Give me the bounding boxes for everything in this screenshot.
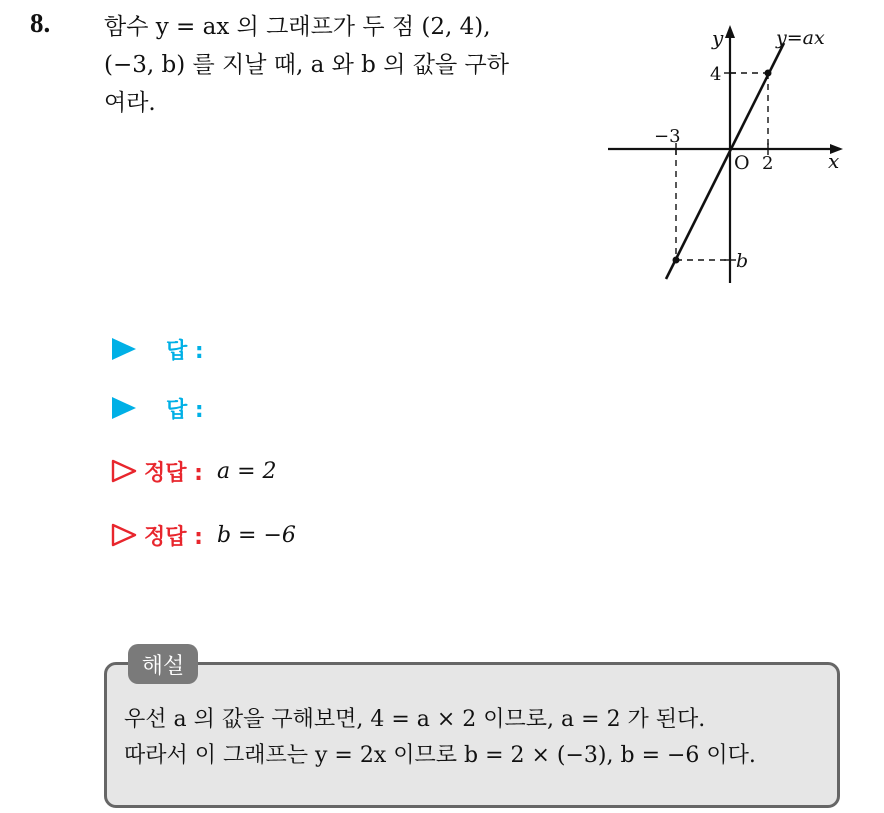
question-number: 8. [30, 8, 51, 38]
question-line-1: 함수 y = ax 의 그래프가 두 점 (2, 4), [104, 14, 491, 40]
tick-label-x2: 2 [762, 153, 774, 174]
point-neg3-b [673, 257, 680, 264]
y-axis-arrow [725, 25, 735, 38]
explanation-line-1: 우선 a 의 값을 구해보면, 4 = a × 2 이므로, a = 2 가 된다. [124, 707, 706, 732]
answer-label-2: 답 : [166, 397, 204, 423]
x-axis-label: x [828, 149, 840, 173]
question-text [104, 8, 594, 122]
outline-triangle-icon [110, 458, 138, 484]
answer-blank-2 [110, 390, 204, 426]
correct-value-2: b = −6 [216, 522, 296, 548]
correct-label-1: 정답 : [144, 460, 203, 486]
answer-label-1: 답 : [166, 338, 204, 364]
y-axis-label: y [712, 26, 724, 50]
play-triangle-icon [110, 336, 138, 362]
explanation-line-2: 따라서 이 그래프는 y = 2x 이므로 b = 2 × (−3), b = −6 이다. [124, 743, 756, 768]
correct-label-2: 정답 : [144, 524, 203, 550]
origin-label: O [734, 152, 750, 174]
question-line-2: (−3, b) 를 지날 때, a 와 b 의 값을 구하 [104, 52, 509, 78]
tick-label-y4: 4 [710, 64, 722, 85]
answer-blank-1 [110, 331, 204, 367]
function-graph [600, 15, 850, 290]
play-triangle-icon [110, 395, 138, 421]
correct-value-1: a = 2 [216, 458, 277, 484]
tick-label-xneg3: −3 [654, 126, 681, 147]
point-2-4 [765, 70, 772, 77]
correct-answer-1 [110, 453, 277, 489]
tick-label-yb: b [736, 250, 749, 272]
explanation-tag: 해설 [128, 644, 198, 684]
correct-answer-2 [110, 517, 296, 553]
outline-triangle-icon [110, 522, 138, 548]
explanation-text [124, 702, 756, 774]
line-label: y=ax [776, 27, 825, 49]
question-line-3: 여라. [104, 90, 156, 116]
